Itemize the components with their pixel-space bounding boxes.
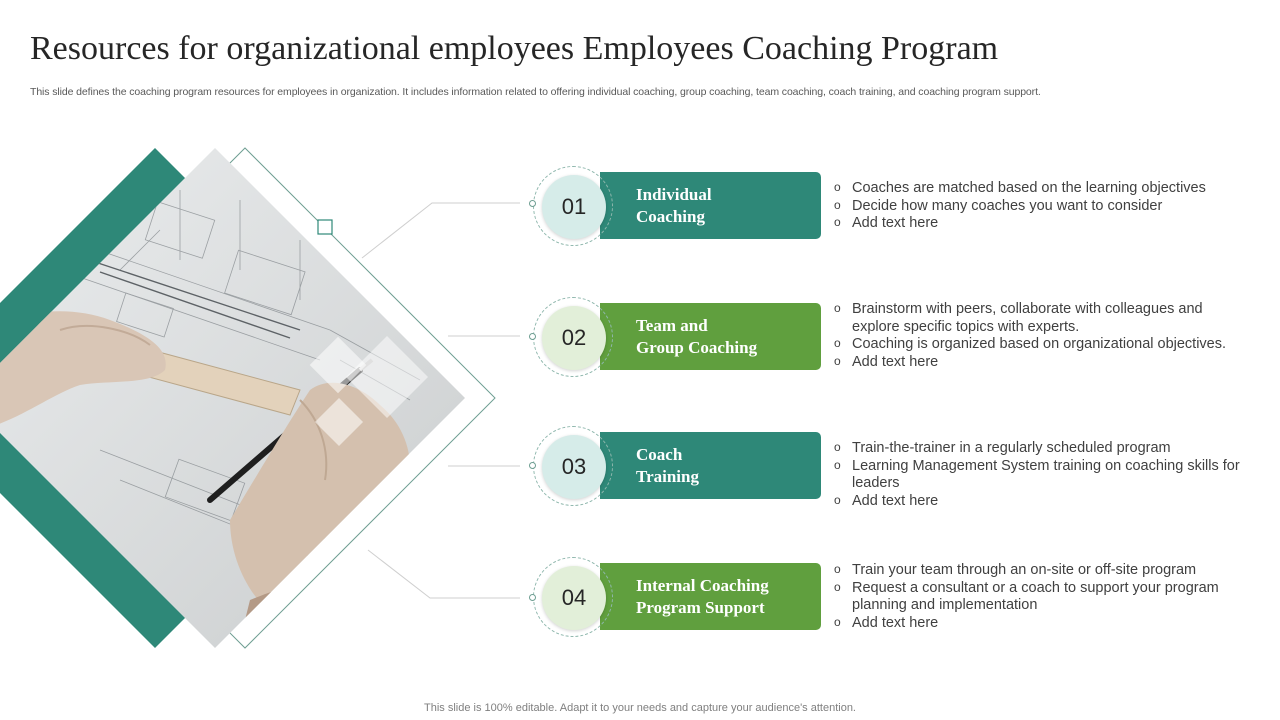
badge-number-01: 01: [542, 175, 606, 239]
coach-training-bullets: [834, 440, 1254, 510]
bullet-item: o Request a consultant or a coach to support your program planning and implementation: [834, 580, 1254, 615]
team-group-coaching-bullets: [834, 301, 1254, 371]
bullet-item: o Add text here: [834, 493, 1254, 511]
connector-dot: [529, 594, 536, 601]
badge-number-02: 02: [542, 306, 606, 370]
bullet-item: o Coaching is organized based on organizational objectives.: [834, 336, 1254, 354]
badge-number-03: 03: [542, 435, 606, 499]
badge-01: [533, 166, 613, 246]
badge-04: [533, 557, 613, 637]
coach-training-label-box: [600, 432, 821, 499]
slide-title: Resources for organizational employees Employees Coaching Program: [30, 30, 999, 67]
bullet-item: o Learning Management System training on coaching skills for leaders: [834, 458, 1254, 493]
outline-square-marker: [318, 220, 332, 234]
internal-coaching-bullets: [834, 562, 1254, 632]
diamond-graphic: [0, 0, 520, 720]
diamond-visual: [0, 0, 520, 720]
blueprint-photo-icon: [0, 140, 480, 680]
bullet-item: o Train-the-trainer in a regularly scheduled program: [834, 440, 1254, 458]
badge-number-04: 04: [542, 566, 606, 630]
team-group-coaching-label-box: [600, 303, 821, 370]
internal-coaching-label: Internal Coaching Program Support: [636, 575, 769, 617]
slide-footer: This slide is 100% editable. Adapt it to your needs and capture your audience's attention.: [424, 702, 856, 714]
bullet-item: o Add text here: [834, 215, 1254, 233]
team-group-coaching-label: Team and Group Coaching: [636, 315, 758, 357]
bullet-item: o Coaches are matched based on the learning objectives: [834, 180, 1254, 198]
coach-training-label: Coach Training: [636, 444, 699, 486]
connector-dot: [529, 333, 536, 340]
bullet-item: o Train your team through an on-site or off-site program: [834, 562, 1254, 580]
bullet-item: o Add text here: [834, 354, 1254, 372]
connector-dot: [529, 462, 536, 469]
bullet-item: o Add text here: [834, 615, 1254, 633]
internal-coaching-label-box: [600, 563, 821, 630]
badge-02: [533, 297, 613, 377]
individual-coaching-label-box: [600, 172, 821, 239]
connector-dot: [529, 200, 536, 207]
bullet-item: o Brainstorm with peers, collaborate with colleagues and explore specific topics with experts.: [834, 301, 1254, 336]
individual-coaching-label: Individual Coaching: [636, 184, 712, 226]
individual-coaching-bullets: [834, 180, 1254, 233]
slide-subtitle: This slide defines the coaching program resources for employees in organization. It includes information related to offering individual coaching, group coaching, team coaching, coach training, and coaching program support.: [30, 86, 1041, 98]
bullet-item: o Decide how many coaches you want to consider: [834, 198, 1254, 216]
badge-03: [533, 426, 613, 506]
